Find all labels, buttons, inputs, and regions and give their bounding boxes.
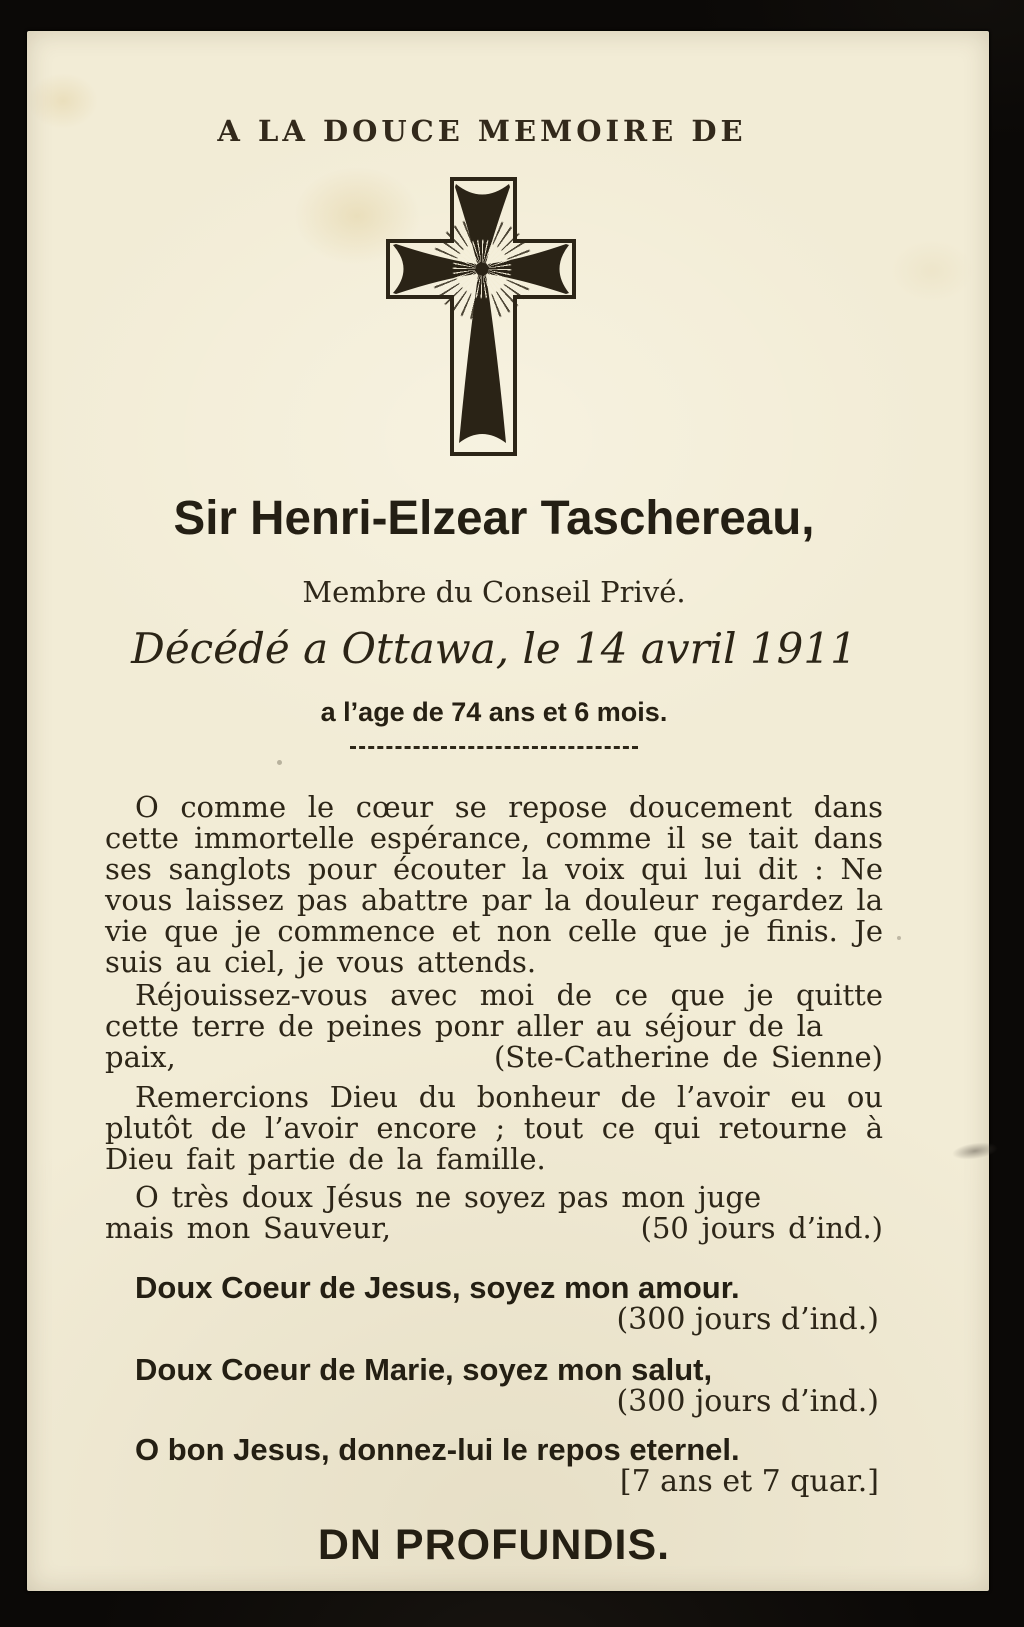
cross-inner-rays: [450, 237, 514, 301]
indulgence-note: (50 jours d’ind.): [640, 1211, 883, 1245]
deceased-name: Sir Henri-Elzear Taschereau,: [173, 492, 815, 545]
deceased-role: Membre du Conseil Privé.: [302, 575, 686, 609]
prayer-paragraph: Remercions Dieu du bonheur de l’avoir eu ou plutôt de l’avoir encore ; tout ce qui retourne à Dieu fait partie de la famille.: [105, 1080, 883, 1176]
paragraph-tail-row: [105, 1042, 883, 1073]
radiant-cross-icon: [386, 177, 576, 457]
de-profundis-footer: DN PROFUNDIS.: [317, 1521, 671, 1569]
paragraph-tail: mais mon Sauveur,: [105, 1211, 391, 1245]
age-line: a l’age de 74 ans et 6 mois.: [320, 697, 668, 727]
invocation-text: Doux Coeur de Jesus, soyez mon amour.: [135, 1270, 740, 1305]
death-date-line: Décédé a Ottawa, le 14 avril 1911: [131, 624, 857, 673]
invocation-block: [105, 1433, 883, 1497]
paper-speck: [897, 936, 901, 940]
paragraph-tail-row: [105, 1213, 883, 1244]
indulgence-note: (300 jours d’ind.): [616, 1384, 879, 1419]
attribution: (Ste-Catherine de Sienne): [493, 1040, 883, 1074]
invocation-block: [105, 1271, 883, 1335]
prayer-paragraph: O très doux Jésus ne soyez pas mon juge: [135, 1180, 762, 1214]
paragraph-tail: paix,: [105, 1040, 176, 1074]
cross-engraving: [386, 177, 576, 457]
prayer-paragraph: Réjouissez-vous avec moi de ce que je quitte cette terre de peines ponr aller au séjour de la: [105, 978, 883, 1043]
invocation-text: Doux Coeur de Marie, soyez mon salut,: [135, 1352, 713, 1387]
prayer-paragraph: O comme le cœur se repose doucement dans cette immortelle espérance, comme il se tait dans ses sanglots pour écouter la voix qui lui dit : Ne vous laissez pas abattre par la douleur regardez la vie que je commence et non celle que je finis. Je suis au ciel, je vous attends.: [105, 790, 883, 979]
indulgence-note: [7 ans et 7 quar.]: [619, 1464, 879, 1499]
memorial-card: [27, 31, 989, 1591]
paper-speck: [277, 760, 282, 765]
dashed-divider: [350, 746, 638, 749]
invocation-block: [105, 1353, 883, 1417]
memorial-header: A LA DOUCE MEMOIRE DE: [217, 114, 747, 148]
invocation-text: O bon Jesus, donnez-lui le repos eternel.: [135, 1432, 740, 1467]
card-content: [27, 115, 989, 1568]
indulgence-note: (300 jours d’ind.): [616, 1302, 879, 1337]
